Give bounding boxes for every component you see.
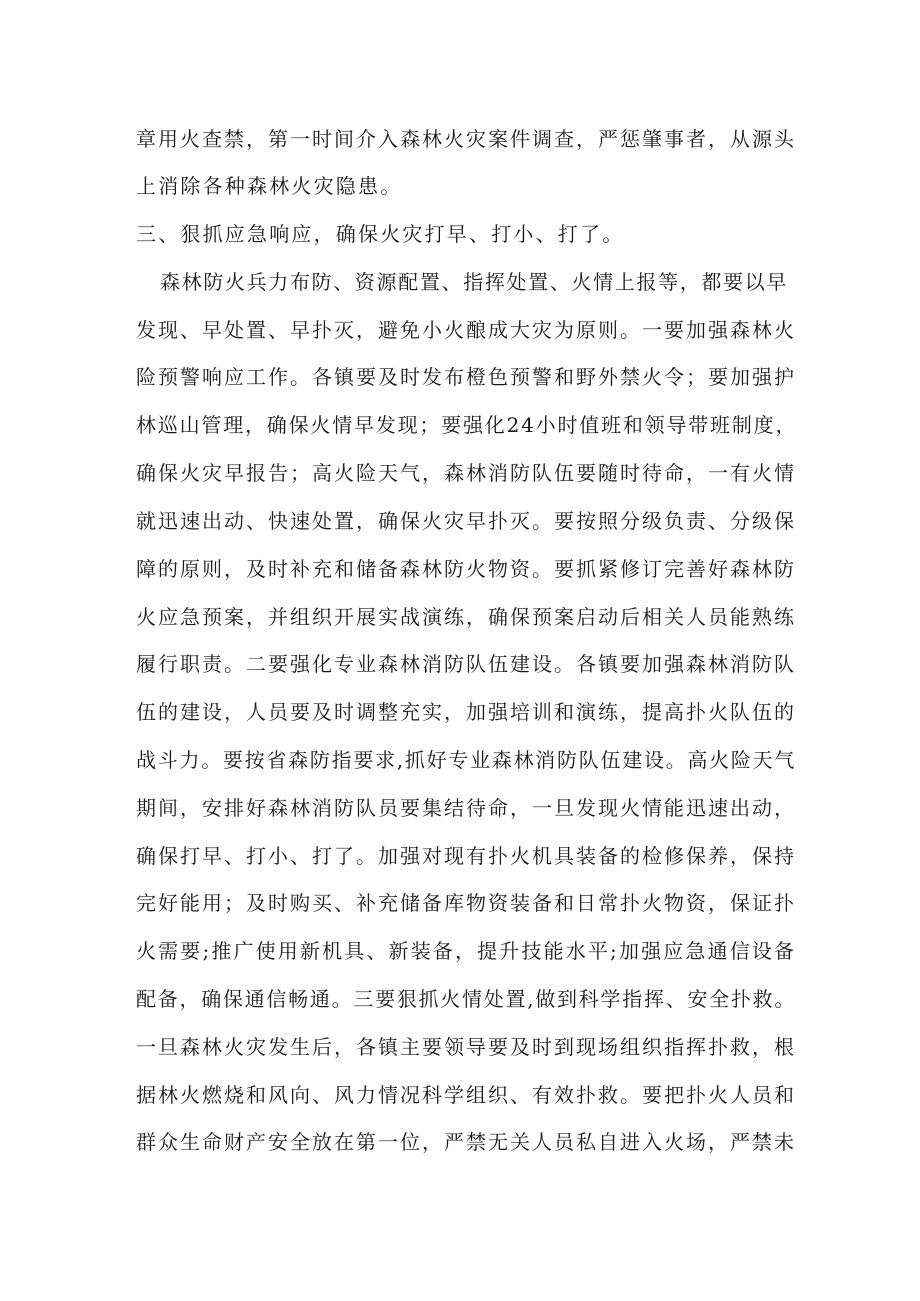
text-line-21: 据林火燃烧和风向、风力情况科学组织、有效扑救。要把扑火人员和	[136, 1083, 796, 1107]
text-line-18: 火需要;推广使用新机具、新装备，提升技能水平;加强应急通信设备	[136, 939, 796, 963]
text-line-22: 群众生命财产安全放在第一位，严禁无关人员私自进入火场，严禁未	[136, 1130, 796, 1154]
text-line-6: 险预警响应工作。各镇要及时发布橙色预警和野外禁火令；要加强护	[136, 365, 796, 389]
text-line-9: 就迅速出动、快速处置，确保火灾早扑灭。要按照分级负责、分级保	[136, 509, 796, 533]
text-line-13: 伍的建设，人员要及时调整充实，加强培训和演练，提高扑火队伍的	[136, 700, 796, 724]
text-line-14: 战斗力。要按省森防指要求,抓好专业森林消防队伍建设。高火险天气	[136, 748, 796, 772]
text-line-5: 发现、早处置、早扑灭，避免小火酿成大灾为原则。一要加强森林火	[136, 318, 796, 342]
text-line-17: 完好能用；及时购买、补充储备库物资装备和日常扑火物资，保证扑	[136, 891, 796, 915]
text-line-12: 履行职责。二要强化专业森林消防队伍建设。各镇要加强森林消防队	[136, 652, 796, 676]
text-line-4: 森林防火兵力布防、资源配置、指挥处置、火情上报等，都要以早	[160, 270, 788, 294]
text-line-10: 障的原则，及时补充和储备森林防火物资。要抓紧修订完善好森林防	[136, 557, 796, 581]
text-line-7: 林巡山管理，确保火情早发现；要强化24小时值班和领导带班制度，	[136, 413, 798, 437]
text-line-16: 确保打早、打小、打了。加强对现有扑火机具装备的检修保养，保持	[136, 844, 796, 868]
text-line-8: 确保火灾早报告；高火险天气，森林消防队伍要随时待命，一有火情	[136, 461, 796, 485]
text-line-20: 一旦森林火灾发生后，各镇主要领导要及时到现场组织指挥扑救，根	[136, 1035, 796, 1059]
text-line-1: 章用火查禁，第一时间介入森林火灾案件调查，严惩肇事者，从源头	[136, 127, 796, 151]
section-heading: 三、狠抓应急响应，确保火灾打早、打小、打了。	[136, 222, 625, 246]
text-line-11: 火应急预案，并组织开展实战演练，确保预案启动后相关人员能熟练	[136, 605, 796, 629]
text-line-15: 期间，安排好森林消防队员要集结待命，一旦发现火情能迅速出动，	[136, 796, 796, 820]
text-line-2: 上消除各种森林火灾隐患。	[136, 174, 403, 198]
text-line-19: 配备，确保通信畅通。三要狠抓火情处置,做到科学指挥、安全扑救。	[136, 987, 796, 1011]
